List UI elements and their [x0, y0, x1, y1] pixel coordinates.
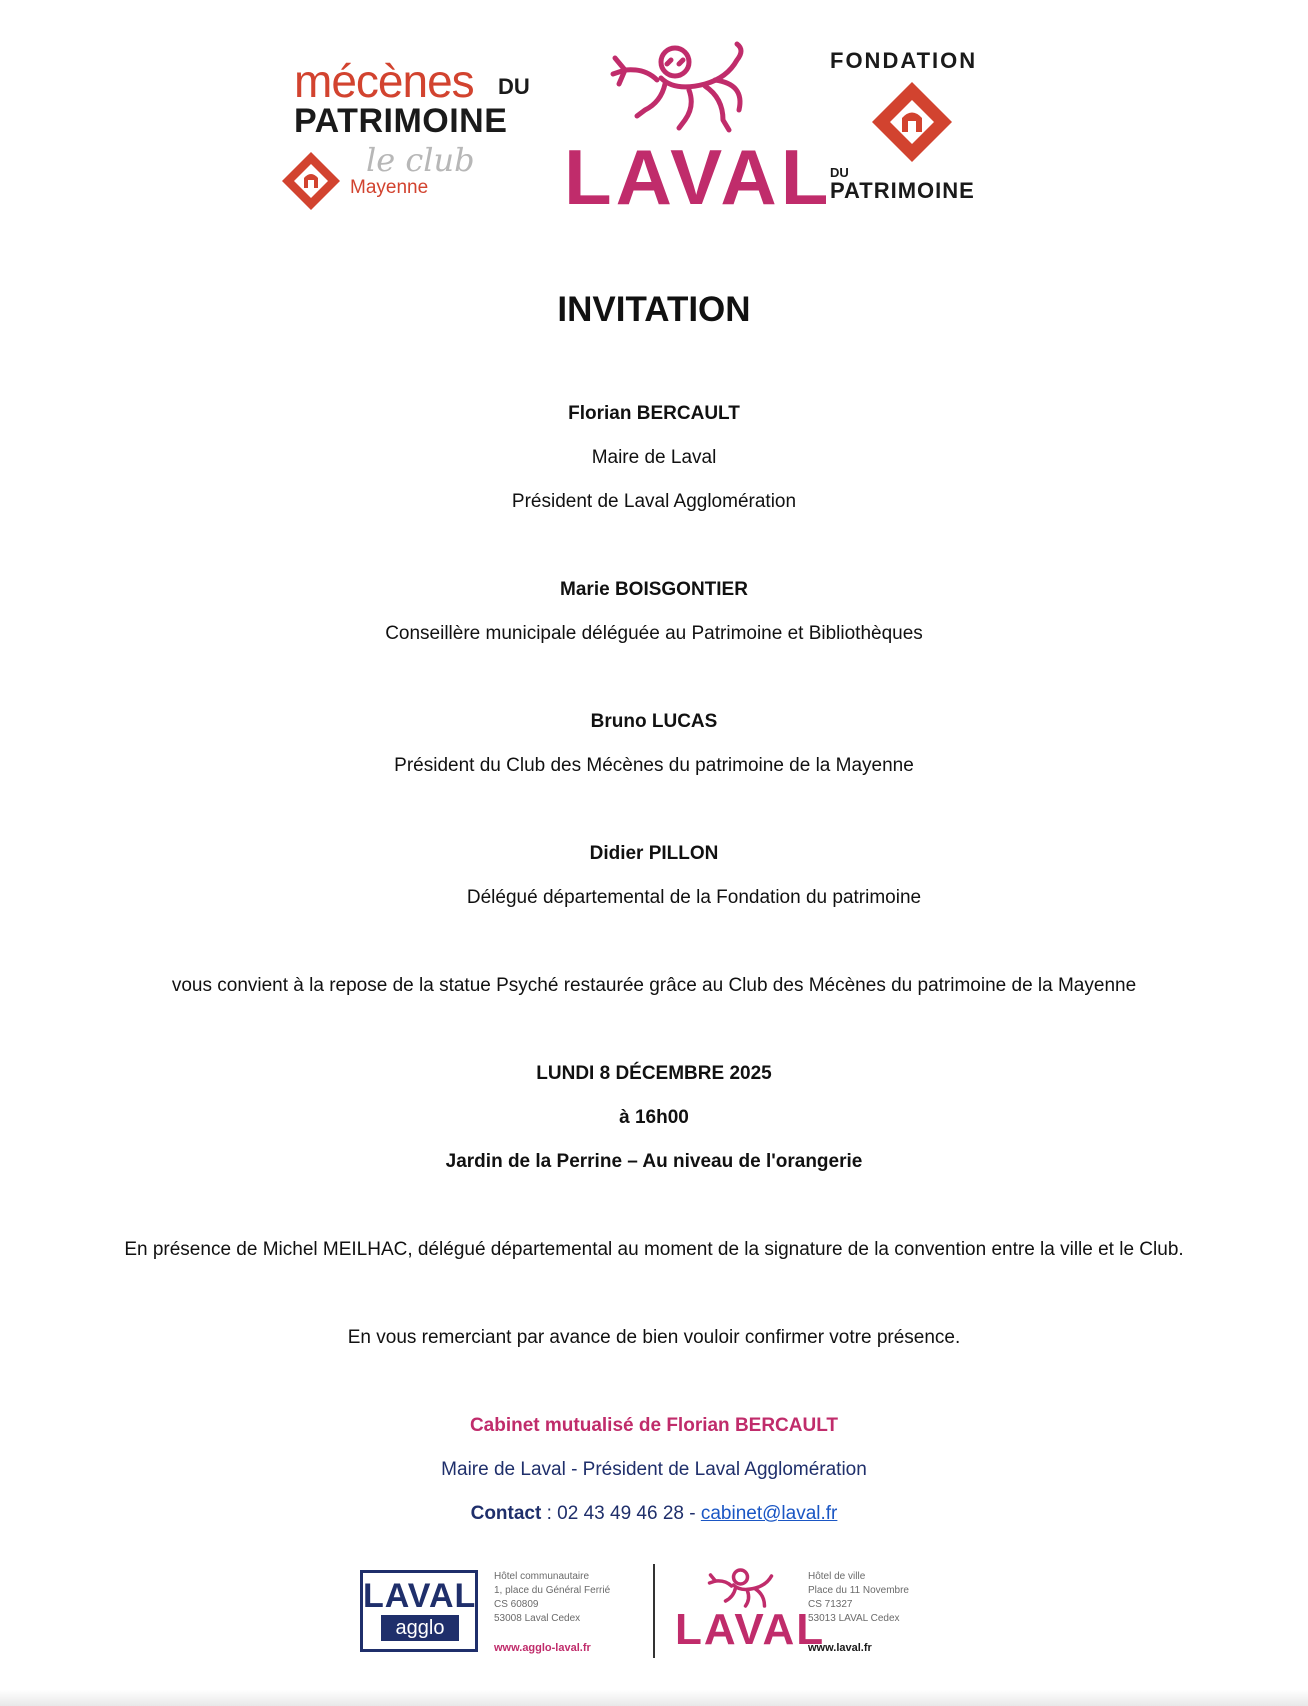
agglo-website: www.agglo-laval.fr	[494, 1642, 591, 1654]
laval-logo-word: LAVAL	[564, 133, 833, 221]
diamond-house-icon	[280, 150, 342, 212]
host-name: Didier PILLON	[589, 843, 719, 864]
signature-role: Maire de Laval - Président de Laval Agglomération	[441, 1459, 867, 1480]
mecenes-logo-du: DU	[498, 74, 530, 99]
host-role: Président de Laval Agglomération	[511, 491, 797, 512]
fondation-logo-title: FONDATION	[830, 48, 978, 73]
fondation-logo	[830, 50, 1005, 210]
invite-line: vous convient à la repose de la statue Psyché restaurée grâce au Club des Mécènes du patrimoine de la Mayenne	[171, 975, 1137, 996]
host-name: Florian BERCAULT	[568, 403, 740, 424]
agglo-address-line: Hôtel communautaire	[494, 1571, 590, 1582]
laval-agglo-logo	[360, 1570, 478, 1652]
event-date: LUNDI 8 DÉCEMBRE 2025	[536, 1063, 772, 1084]
header-logos	[0, 40, 1308, 220]
mecenes-logo-club: le club	[366, 141, 475, 179]
thanks-note: En vous remerciant par avance de bien vouloir confirmer votre présence.	[347, 1327, 961, 1348]
ville-website: www.laval.fr	[808, 1642, 872, 1654]
ville-address-line: CS 71327	[808, 1599, 853, 1610]
host-role: Maire de Laval	[591, 447, 717, 468]
footer-divider	[653, 1564, 655, 1658]
contact-email-link[interactable]: cabinet@laval.fr	[700, 1503, 838, 1524]
agglo-logo-agglo: agglo	[381, 1615, 459, 1641]
mecenes-logo-region: Mayenne	[350, 177, 429, 198]
signature-contact	[0, 1503, 1308, 1526]
host-name: Marie BOISGONTIER	[560, 579, 748, 600]
host-role: Délégué départemental de la Fondation du patrimoine	[466, 887, 922, 908]
ville-address-line: Hôtel de ville	[808, 1571, 866, 1582]
fondation-logo-patrimoine: PATRIMOINE	[830, 178, 975, 203]
footer-laval-word: LAVAL	[675, 1605, 826, 1654]
page-title: INVITATION	[557, 290, 751, 329]
agglo-address-line: 53008 Laval Cedex	[494, 1613, 581, 1624]
agglo-address	[494, 1570, 610, 1626]
presence-note: En présence de Michel MEILHAC, délégué départemental au moment de la signature de la convention entre la ville et le Club.	[124, 1239, 1184, 1260]
lion-icon	[605, 40, 755, 140]
diamond-house-icon	[870, 80, 954, 164]
laval-city-logo	[560, 40, 833, 221]
host-role: Conseillère municipale déléguée au Patrimoine et Bibliothèques	[385, 623, 923, 644]
ville-address-line: 53013 LAVAL Cedex	[808, 1613, 900, 1624]
agglo-address-line: 1, place du Général Ferrié	[494, 1585, 611, 1596]
contact-label: Contact	[470, 1503, 542, 1524]
event-place: Jardin de la Perrine – Au niveau de l'orangerie	[445, 1151, 863, 1172]
fondation-logo-du: DU	[830, 165, 849, 180]
mecenes-logo	[280, 55, 530, 218]
contact-phone: : 02 43 49 46 28 -	[541, 1503, 701, 1524]
ville-address	[808, 1570, 909, 1626]
page-bottom-shadow	[0, 1690, 1308, 1706]
mecenes-logo-word: mécènes	[294, 55, 474, 107]
event-time: à 16h00	[619, 1107, 689, 1128]
host-role: Président du Club des Mécènes du patrimoine de la Mayenne	[394, 755, 914, 776]
host-name: Bruno LUCAS	[590, 711, 718, 732]
footer-logos	[360, 1560, 960, 1670]
signature-cabinet: Cabinet mutualisé de Florian BERCAULT	[469, 1415, 839, 1436]
mecenes-logo-patrimoine: PATRIMOINE	[294, 102, 508, 140]
agglo-logo-laval: LAVAL	[363, 1577, 477, 1615]
agglo-address-line: CS 60809	[494, 1599, 539, 1610]
footer-laval-logo	[675, 1566, 826, 1656]
ville-address-line: Place du 11 Novembre	[808, 1585, 909, 1596]
